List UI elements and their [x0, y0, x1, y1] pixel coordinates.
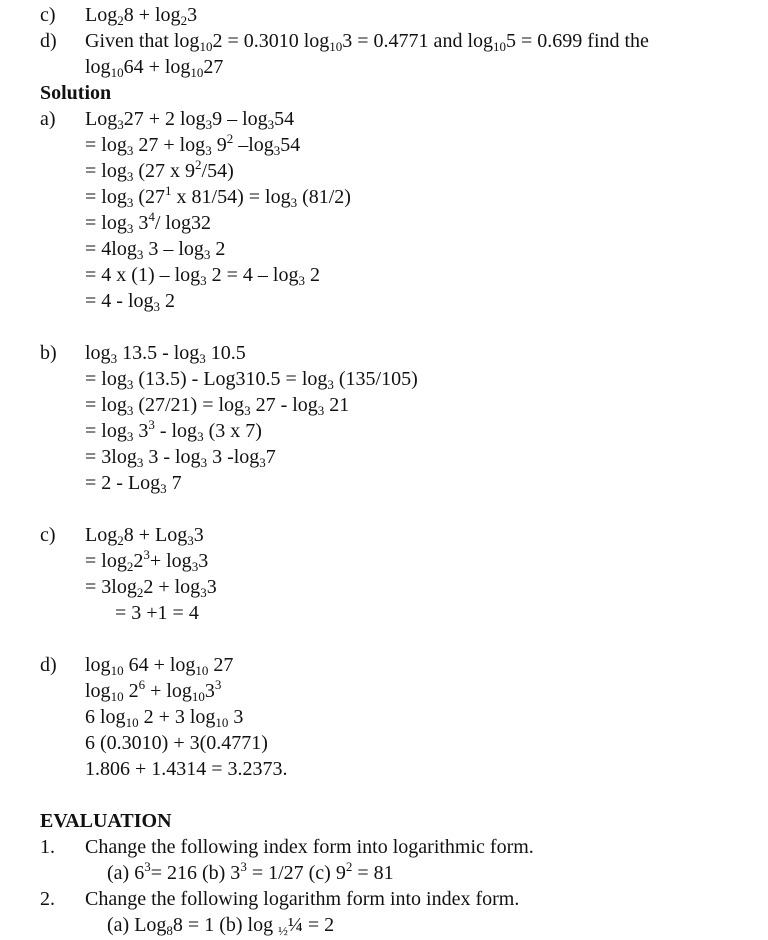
evaluation-item-2-text: Change the following logarithm form into index form. [85, 888, 520, 910]
solution-a-label: a) [40, 108, 56, 130]
solution-d-line-5: 1.806 + 1.4314 = 3.2373. [85, 758, 288, 780]
solution-a-line-7: = 4 x $(1) - \log_3 2 = 4 - \log_3 2$ [85, 264, 320, 288]
solution-heading: Solution [40, 82, 112, 104]
solution-c-line-3: = $3\log_22 + \log_33$ [85, 576, 217, 600]
solution-d-label: d) [40, 654, 57, 676]
evaluation-item-1-text: Change the following index form into logarithmic form. [85, 836, 534, 858]
question-c-text: $Log_28 + \log_23$ [85, 4, 198, 28]
evaluation-item-2-number: 2. [40, 888, 55, 910]
solution-b-line-1: $\log_3 13.5 - \log_3 10.5$ [85, 342, 246, 366]
evaluation-item-1-parts: (a) $6^3= 216$ (b) $3^3 = 1/27$ (c) $9^2 = 81$ [107, 859, 394, 884]
solution-d-line-1: $\log_{10} 64 + \log_{10} 27$ [85, 654, 234, 678]
solution-b-line-2: = $\log_3 (13.5) - Log310.5 = \log_3 (135/105)$ [85, 368, 418, 392]
evaluation-item-1-number: 1. [40, 836, 55, 858]
solution-a-line-5: = $\log_3 3^4/$ log32 [85, 209, 211, 236]
solution-b-line-6: = 2 - Log$_3$ 7 [85, 472, 182, 496]
solution-c-line-2: = $\log_22^3+ \log_33$ [85, 547, 209, 574]
solution-b-label: b) [40, 342, 57, 364]
solution-a-line-8: = $4 - \log_3 2$ [85, 290, 175, 314]
question-d-text: Given that $\log_{10}2 = 0.3010$ $\log_{10}3 = 0.4771$ and $\log_{10}5 = 0.699$ find the [85, 30, 649, 54]
solution-d-line-3: 6 $\log_{10} 2 + 3$ $\log_{10} 3$ [85, 706, 244, 730]
solution-a-line-3: = $\log_3 (27$ x $9^2/54$) [85, 157, 234, 184]
solution-b-line-5: = $3\log_3$ $3 - \log_3 3$ $-\log_37$ [85, 446, 276, 470]
evaluation-heading: EVALUATION [40, 810, 172, 832]
solution-a-line-2: = $\log_3 27 + \log_3 9^2$ $-\log_354$ [85, 131, 301, 158]
solution-c-label: c) [40, 524, 56, 546]
solution-b-line-4: = $\log_3 3^3 - \log_3 (3$ x 7) [85, 417, 262, 444]
solution-d-line-2: $\log_{10} 2^6 + \log_{10}3^3$ [85, 677, 222, 704]
question-d-text-cont: $\log_{10}64 + \log_{10}27$ [85, 56, 224, 80]
question-d-label: d) [40, 30, 57, 52]
question-c-label: c) [40, 4, 56, 26]
solution-a-line-6: = $4\log_3$ $3 - \log_3 2$ [85, 238, 226, 262]
solution-a-line-1: Log$_3$27 + 2 $\log_39 - \log_354$ [85, 108, 295, 132]
solution-c-line-1: Log$_2$8 + Log$_3$3 [85, 524, 204, 548]
solution-a-line-4: = $\log_3 (27^1$ x $81/54) = \log_3 (81/2)$ [85, 183, 351, 210]
solution-c-line-4: = 3 +1 = 4 [115, 602, 199, 624]
solution-b-line-3: = $\log_3 (27/21) = \log_3 27 - \log_3 21$ [85, 394, 350, 418]
evaluation-item-2-parts: (a) Log$_8$8 = 1 (b) log $_{\frac{1}{2}}$¼ = 2 [107, 914, 335, 938]
solution-d-line-4: 6 (0.3010) + 3(0.4771) [85, 732, 268, 754]
